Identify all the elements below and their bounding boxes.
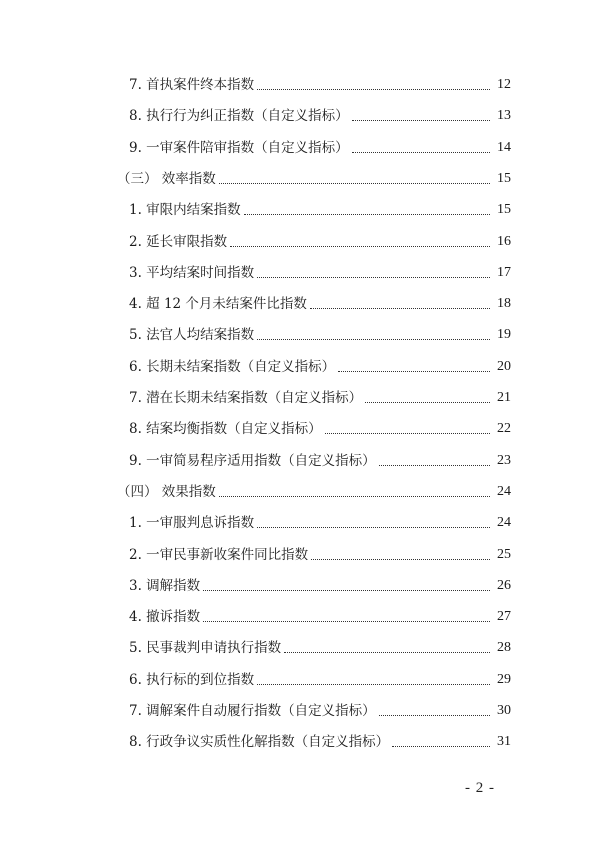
toc-entry-title: 7. 调解案件自动履行指数（自定义指标） [129, 703, 376, 719]
toc-page-number: 17 [497, 264, 511, 280]
toc-entry-title: （三） 效率指数 [117, 170, 216, 187]
toc-page-number: 31 [497, 734, 511, 750]
toc-page-number: 20 [497, 358, 511, 374]
toc-entry[interactable] [0, 262, 600, 284]
toc-dot-leader [338, 371, 490, 372]
toc-entry[interactable] [0, 700, 600, 722]
toc-dot-leader [325, 433, 490, 434]
toc-entry[interactable] [0, 231, 600, 253]
toc-dot-leader [392, 746, 490, 747]
toc-dot-leader [352, 152, 490, 153]
toc-dot-leader [219, 496, 490, 497]
toc-entry[interactable] [0, 669, 600, 691]
toc-entry[interactable] [0, 731, 600, 753]
toc-dot-leader [379, 465, 490, 466]
toc-entry-title: （四） 效果指数 [117, 483, 216, 500]
toc-entry[interactable] [0, 606, 600, 628]
toc-dot-leader [203, 590, 490, 591]
toc-dot-leader [244, 214, 490, 215]
toc-page-number: 18 [497, 296, 511, 312]
toc-page-number: 13 [497, 108, 511, 124]
toc-page-number: 14 [497, 139, 511, 155]
toc-section-heading[interactable] [0, 168, 600, 190]
toc-entry-title: 3. 调解指数 [129, 577, 201, 594]
toc-entry[interactable] [0, 512, 600, 534]
toc-entry[interactable] [0, 450, 600, 472]
toc-page-number: 29 [497, 671, 511, 687]
toc-page-number: 30 [497, 703, 511, 718]
toc-entry-title: 9. 一审案件陪审指数（自定义指标） [129, 139, 349, 156]
toc-page-number: 25 [497, 546, 511, 562]
toc-entry-title: 8. 行政争议实质性化解指数（自定义指标） [129, 734, 390, 751]
toc-entry[interactable] [0, 324, 600, 346]
toc-dot-leader [257, 277, 490, 278]
toc-dot-leader [310, 308, 490, 309]
toc-entry-title: 1. 审限内结案指数 [129, 202, 241, 219]
toc-page-number: 26 [497, 577, 511, 593]
toc-dot-leader [284, 652, 490, 653]
toc-entry-title: 7. 首执案件终本指数 [129, 77, 255, 93]
toc-entry-title: 4. 撤诉指数 [129, 609, 201, 626]
toc-page-number: 22 [497, 421, 511, 437]
toc-section-heading[interactable] [0, 481, 600, 503]
toc-dot-leader [352, 120, 490, 121]
toc-entry-title: 8. 执行行为纠正指数（自定义指标） [129, 108, 349, 125]
toc-entry[interactable] [0, 575, 600, 597]
page-footer-number: - 2 - [465, 780, 495, 796]
toc-page-number: 16 [497, 233, 511, 249]
toc-entry-title: 9. 一审简易程序适用指数（自定义指标） [129, 452, 376, 469]
toc-dot-leader [257, 89, 490, 90]
toc-entry[interactable] [0, 293, 600, 315]
toc-page-number: 21 [497, 390, 511, 405]
toc-page-number: 19 [497, 327, 511, 343]
toc-page-number: 27 [497, 609, 511, 625]
toc-page-number: 23 [497, 452, 511, 468]
toc-entry-title: 1. 一审服判息诉指数 [129, 515, 255, 532]
toc-page-number: 15 [497, 170, 511, 186]
toc-dot-leader [230, 246, 490, 247]
toc-entry[interactable] [0, 137, 600, 159]
toc-entry-title: 3. 平均结案时间指数 [129, 264, 255, 281]
toc-dot-leader [257, 684, 490, 685]
toc-dot-leader [379, 715, 490, 716]
toc-entry-title: 5. 民事裁判申请执行指数 [129, 640, 282, 657]
toc-dot-leader [219, 183, 490, 184]
toc-entry[interactable] [0, 418, 600, 440]
toc-entry[interactable] [0, 105, 600, 127]
toc-dot-leader [365, 402, 490, 403]
toc-entry-title: 2. 延长审限指数 [129, 233, 228, 250]
toc-dot-leader [257, 527, 490, 528]
toc-entry[interactable] [0, 637, 600, 659]
toc-page-number: 24 [497, 515, 511, 531]
toc-entry-title: 8. 结案均衡指数（自定义指标） [129, 421, 322, 438]
toc-page-number: 15 [497, 202, 511, 218]
toc-dot-leader [257, 339, 490, 340]
toc-entry[interactable] [0, 544, 600, 566]
toc-entry-title: 6. 长期未结案指数（自定义指标） [129, 358, 336, 375]
toc-entry[interactable] [0, 199, 600, 221]
toc-page-number: 12 [497, 77, 511, 92]
toc-entry-title: 2. 一审民事新收案件同比指数 [129, 546, 309, 563]
toc-entry-title: 7. 潜在长期未结案指数（自定义指标） [129, 390, 363, 406]
toc-page-number: 24 [497, 483, 511, 499]
toc-dot-leader [311, 559, 490, 560]
toc-entry-title: 5. 法官人均结案指数 [129, 327, 255, 344]
toc-page-number: 28 [497, 640, 511, 656]
toc-entry-title: 6. 执行标的到位指数 [129, 671, 255, 688]
toc-entry[interactable] [0, 356, 600, 378]
toc-entry[interactable] [0, 387, 600, 409]
toc-entry[interactable] [0, 74, 600, 96]
toc-dot-leader [203, 621, 490, 622]
toc-entry-title: 4. 超 12 个月未结案件比指数 [129, 296, 307, 313]
